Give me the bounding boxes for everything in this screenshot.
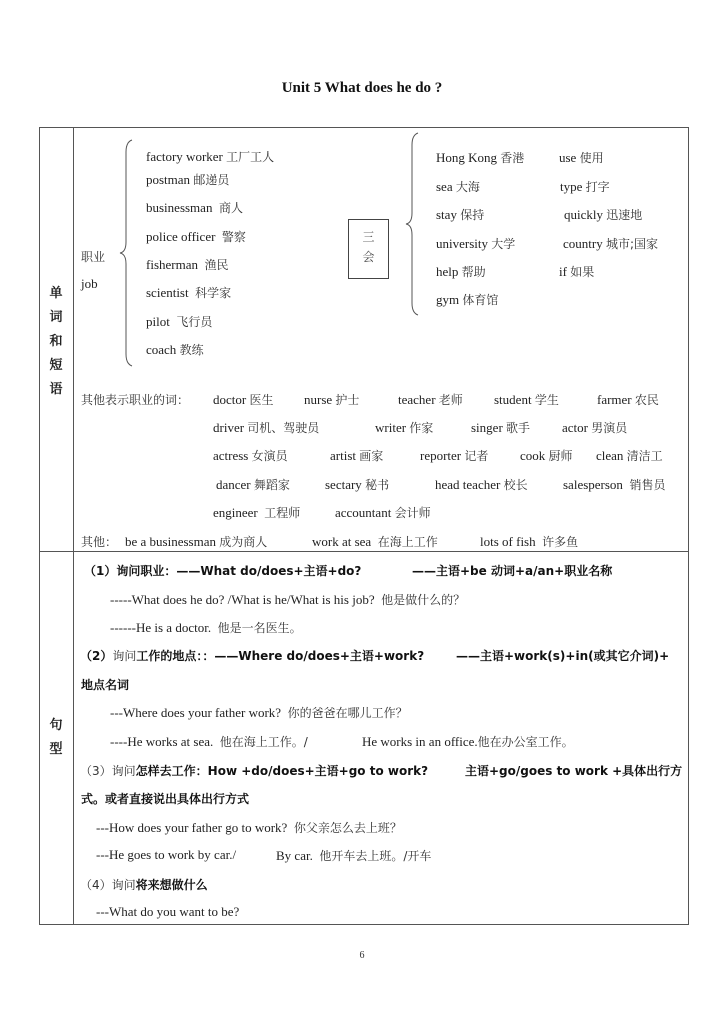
sanhui-item: university 大学: [436, 236, 516, 251]
other-job-item: nurse 护士: [304, 392, 360, 407]
other-job-item: clean 清洁工: [596, 448, 663, 463]
left-brace-icon: [118, 138, 134, 368]
vocab-section-label: [39, 282, 73, 402]
pattern-3-answer: 主语+go/goes to work +具体出行方: [465, 764, 683, 778]
sanhui-item: type 打字: [560, 179, 610, 194]
other-job-item: actor 男演员: [562, 420, 628, 435]
phrase-item: be a businessman 成为商人: [125, 534, 268, 549]
other-job-item: engineer 工程师: [213, 505, 301, 520]
pattern-3-example-alt: By car. 他开车去上班。/开车: [276, 848, 432, 863]
other-job-item: head teacher 校长: [435, 477, 528, 492]
sanhui-item: gym 体育馆: [436, 292, 499, 307]
label-char: 词: [49, 310, 63, 325]
job-item: coach 教练: [146, 342, 204, 357]
job-item: pilot 飞行员: [146, 314, 213, 329]
sanhui-box: [348, 219, 389, 279]
pattern-3-question: （3）询问怎样去工作：How +do/does+主语+go to work?: [80, 764, 429, 778]
other-job-item: accountant 会计师: [335, 505, 431, 520]
other-job-item: sectary 秘书: [325, 477, 390, 492]
pattern-2-example-alt: He works in an office.他在办公室工作。: [362, 734, 574, 749]
pattern-3-example: ---He goes to work by car./: [96, 847, 237, 862]
pattern-2-example: ----He works at sea. 他在海上工作。/: [110, 734, 308, 749]
page-title: Unit 5 What does he do ?: [281, 80, 443, 96]
pattern-4-question: （4）询问将来想做什么: [80, 878, 208, 892]
label-char: 短: [49, 358, 63, 373]
other-job-item: teacher 老师: [398, 392, 463, 407]
other-job-item: writer 作家: [375, 420, 434, 435]
pattern-1-example: ------He is a doctor. 他是一名医生。: [110, 620, 302, 635]
other-job-item: cook 厨师: [520, 448, 573, 463]
job-item: police officer 警察: [146, 229, 246, 244]
phrase-item: work at sea 在海上工作: [312, 534, 438, 549]
right-brace-icon: [404, 131, 420, 317]
other-jobs-label: 其他表示职业的词：: [81, 393, 190, 407]
other-job-item: singer 歌手: [471, 420, 531, 435]
job-label-en: job: [81, 276, 98, 291]
row-divider: [39, 551, 689, 552]
sanhui-char: 会: [362, 250, 375, 264]
label-char: 单: [49, 286, 63, 301]
pattern-2-question: （2）询问工作的地点：：——Where do/does+主语+work?: [80, 649, 425, 663]
other-job-item: artist 画家: [330, 448, 384, 463]
job-item: businessman 商人: [146, 200, 243, 215]
pattern-2-example: ---Where does your father work? 你的爸爸在哪儿工作？: [110, 705, 408, 720]
other-job-item: reporter 记者: [420, 448, 489, 463]
other-job-item: student 学生: [494, 392, 559, 407]
job-item: fisherman 渔民: [146, 257, 229, 272]
phrase-item: lots of fish 许多鱼: [480, 534, 579, 549]
sanhui-item: if 如果: [559, 264, 595, 279]
pattern-3-example: ---How does your father go to work? 你父亲怎么去上班？: [96, 820, 402, 835]
pattern-1-answer: ——主语+be 动词+a/an+职业名称: [412, 564, 613, 578]
label-char: 句: [49, 718, 63, 733]
other-job-item: doctor 医生: [213, 392, 274, 407]
pattern-section-label: [39, 714, 73, 762]
pattern-3-answer-cont: 式。或者直接说出具体出行方式: [81, 792, 250, 806]
sanhui-item: Hong Kong 香港: [436, 150, 525, 165]
sanhui-item: help 帮助: [436, 264, 486, 279]
sanhui-char: 三: [362, 230, 375, 244]
other-job-item: actress 女演员: [213, 448, 288, 463]
job-item: scientist 科学家: [146, 285, 232, 300]
sanhui-item: use 使用: [559, 150, 604, 165]
sanhui-item: sea 大海: [436, 179, 480, 194]
job-item: postman 邮递员: [146, 172, 230, 187]
label-char: 型: [49, 742, 63, 757]
pattern-1-question: （1）询问职业：——What do/does+主语+do?: [84, 564, 362, 578]
sanhui-item: quickly 迅速地: [564, 207, 643, 222]
job-item: factory worker 工厂工人: [146, 149, 275, 164]
pattern-1-example: -----What does he do? /What is he/What is his job? 他是做什么的？: [110, 592, 466, 607]
others-label: 其他：: [81, 535, 118, 549]
pattern-4-example: ---What do you want to be?: [96, 904, 240, 919]
other-job-item: driver 司机、驾驶员: [213, 420, 320, 435]
sanhui-item: stay 保持: [436, 207, 485, 222]
other-job-item: salesperson 销售员: [563, 477, 666, 492]
other-job-item: farmer 农民: [597, 392, 659, 407]
other-job-item: dancer 舞蹈家: [216, 477, 290, 492]
column-divider: [73, 127, 74, 925]
label-char: 和: [49, 334, 63, 349]
job-label-cn: 职业: [81, 250, 106, 264]
sanhui-item: country 城市;国家: [563, 236, 659, 251]
pattern-2-answer-cont: 地点名词: [81, 678, 130, 692]
page-number: 6: [359, 950, 365, 961]
pattern-2-answer: ——主语+work(s)+in(或其它介词)+: [456, 649, 670, 663]
label-char: 语: [49, 382, 63, 397]
